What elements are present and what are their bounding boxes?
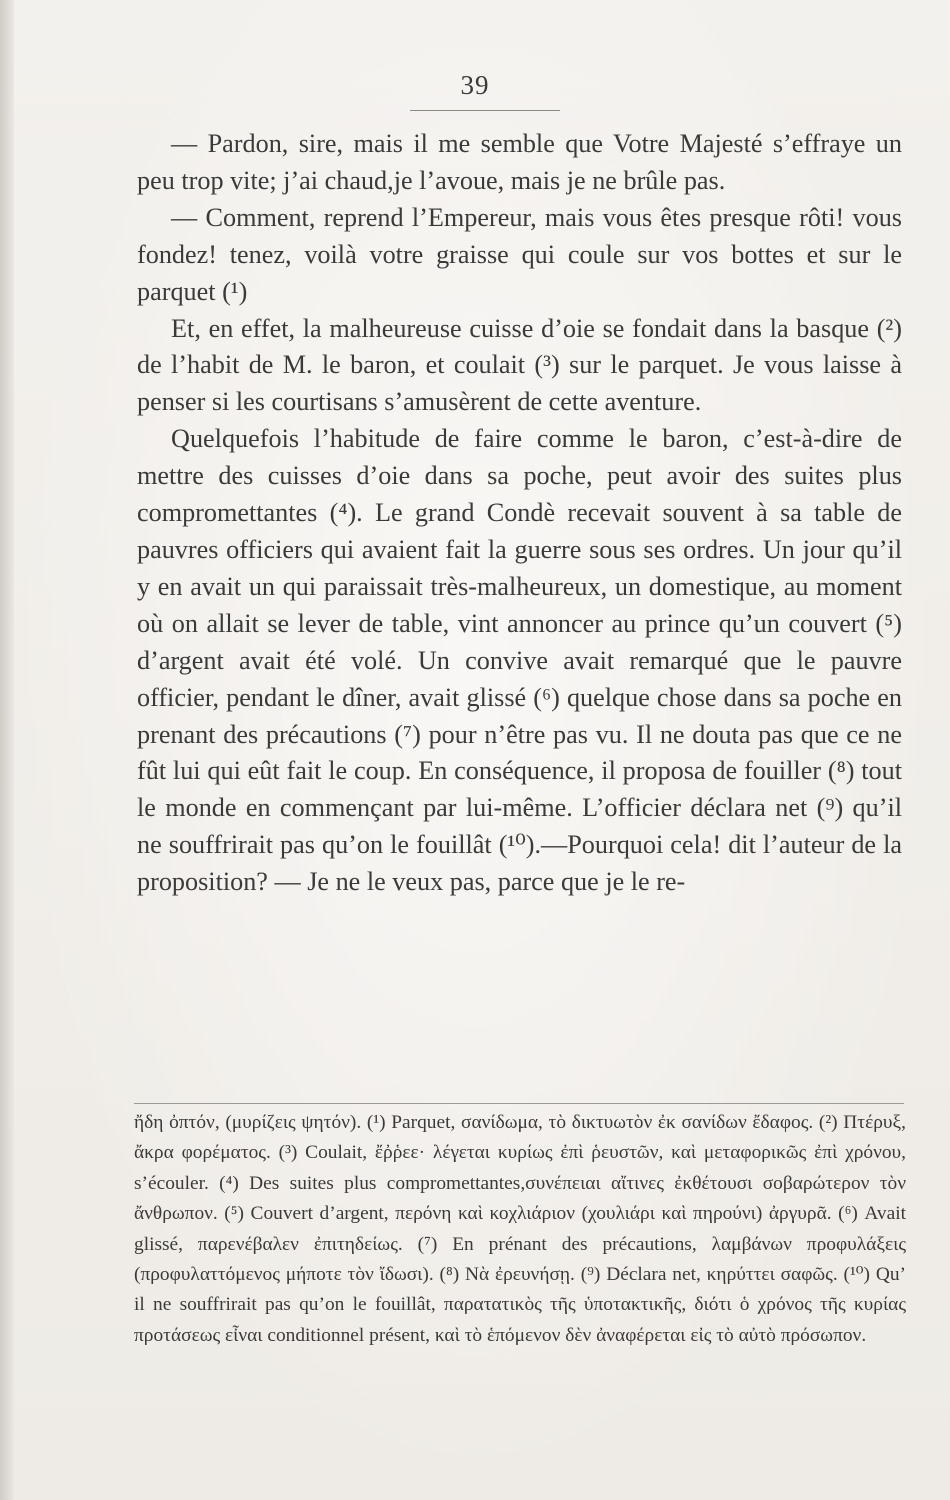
page-number: 39 [460, 70, 490, 100]
footnote-rule [134, 1103, 904, 1104]
paragraph-3: Et, en effet, la malheureuse cuisse d’oie se fondait dans la basque (²) de l’habit de M. le baron, et coulait (³) sur le parquet. Je vous laisse à penser si les courtisans s’amusèrent de cette aventure. [137, 313, 902, 417]
paragraph-4: Quelquefois l’habitude de faire comme le baron, c’est-à-dire de mettre des cuisses d’oie dans sa poche, peut avoir des suites plus compromettantes (⁴). Le grand Condè recevait souvent à sa table de pauvres officiers qui avaient fait la guerre sous ses ordres. Un jour qu’il y en avait un qui paraissait très-malheureux, un domestique, au moment où on allait se lever de table, vint annoncer au prince qu’un couvert (⁵) d’argent avait été volé. Un convive avait remarqué que le pauvre officier, pendant le dîner, avait glissé (⁶) quelque chose dans sa poche en prenant des précautions (⁷) pour n’être pas vu. Il ne douta pas que ce ne fût lui qui eût fait le coup. En conséquence, il proposa de fouiller (⁸) tout le monde en commençant par lui-même. L’officier déclara net (⁹) qu’il ne souffrirait pas qu’on le fouillât (¹⁰).—Pourquoi cela! dit l’auteur de la proposition? — Je ne le veux pas, parce que je le re- [137, 424, 902, 897]
footnotes-text: ἤδη ὀπτόν, (μυρίζεις ψητόν). (¹) Parquet, σανίδωμα, τὸ δικτυωτὸν ἐκ σανίδων ἔδαφος. (²) Πτέρυξ, ἄκρα φορέματος. (³) Coulait, ἔῤῥεε· λέγεται κυρίως ἐπὶ ῥευστῶν, καὶ μεταφορικῶς ἐπὶ χρόνου, s’écouler. (⁴) Des suites plus compromettantes,συνέπειαι αἴτινες ἐκθέτουσι σοβαρώτερον τὸν ἄνθρωπον. (⁵) Couvert d’argent, περόνη καὶ κοχλιάριον (χουλιάρι καὶ πηρούνι) ἀργυρᾶ. (⁶) Avait glissé, παρενέβαλεν ἐπιτηδείως. (⁷) En prénant des précautions, λαμβάνων προφυλάξεις (προφυλαττόμενος μήποτε τὸν ἴδωσι). (⁸) Νὰ ἐρευνήσῃ. (⁹) Déclara net, κηρύττει σαφῶς. (¹⁰) Qu’ il ne souffrirait pas qu’on le fouillât, παρατατικὸς τῆς ὑποτακτικῆς, διότι ὁ χρόνος τῆς κυρίας προτάσεως εἶναι conditionnel présent, καὶ τὸ ἑπόμενον δὲν ἀναφέρεται εἰς τὸ αὐτὸ πρόσωπον. [134, 1112, 906, 1346]
footnotes [134, 1108, 906, 1351]
page-binding-edge [0, 0, 14, 1500]
paragraph-2: — Comment, reprend l’Empereur, mais vous êtes presque rôti! vous fondez! tenez, voilà votre graisse qui coule sur vos bottes et sur le parquet (¹) [137, 202, 902, 306]
main-text [137, 126, 902, 901]
paragraph-1: — Pardon, sire, mais il me semble que Votre Majesté s’effraye un peu trop vite; j’ai chaud,je l’avoue, mais je ne brûle pas. [137, 129, 902, 195]
header-rule [410, 110, 560, 111]
